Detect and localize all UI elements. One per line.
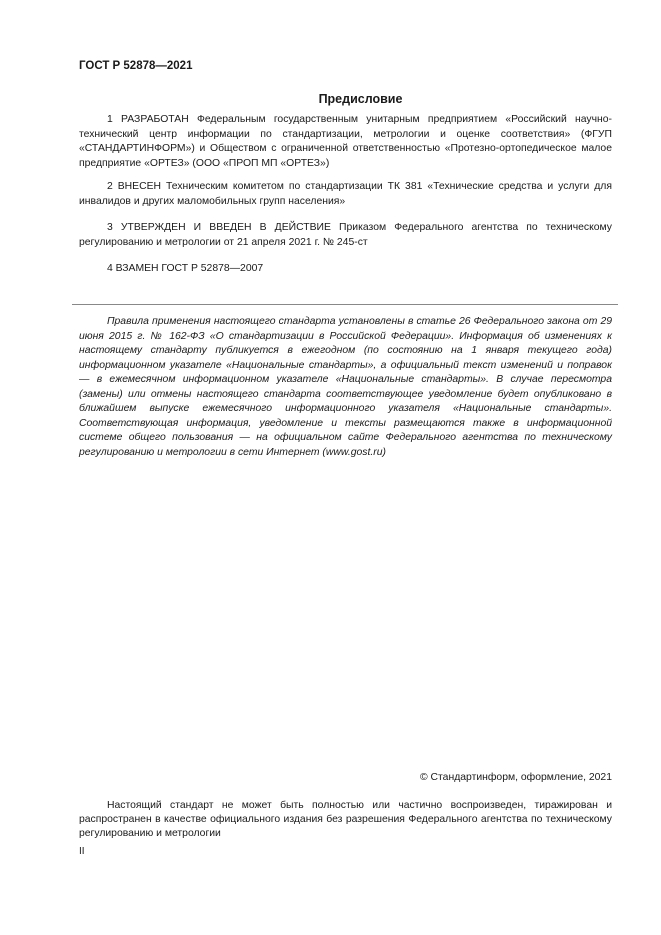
preface-title (79, 92, 612, 106)
preface-item-2: 2 ВНЕСЕН Техническим комитетом по стандартизации ТК 381 «Технические средства и услуги для инвалидов и других маломобильных групп населения» (79, 181, 612, 207)
preface-item-4: 4 ВЗАМЕН ГОСТ Р 52878—2007 (107, 263, 264, 274)
preface-item-3: 3 УТВЕРЖДЕН И ВВЕДЕН В ДЕЙСТВИЕ Приказом Федерального агентства по техническому регулированию и метрологии от 21 апреля 2021 г. № 245-ст (79, 222, 612, 248)
reproduction-notice: Настоящий стандарт не может быть полностью или частично воспроизведен, тиражирован и распространен в качестве официального издания без разрешения Федерального агентства по техническому регулированию и метрологии (79, 800, 612, 839)
preface-title-text: Предисловие (318, 92, 403, 106)
document-code: ГОСТ Р 52878—2021 (79, 60, 193, 72)
standard-application-notice: Правила применения настоящего стандарта установлены в статье 26 Федерального закона от 29 июня 2015 г. № 162-ФЗ «О стандартизации в Российской Федерации». Информация об изменениях к настоящему стандарту публикуется в ежегодном (по состоянию на 1 января текущего года) информационном указателе «Национальные стандарты», а официальный текст изменений и поправок — в ежемесячном информационном указателе «Национальные стандарты». В случае пересмотра (замены) или отмены настоящего стандарта соответствующее уведомление будет опубликовано в ближайшем выпуске ежемесячного информационного указателя «Национальные стандарты». Соответствующая информация, уведомление и тексты размещаются также в информационной системе общего пользования — на официальном сайте Федерального агентства по техническому регулированию и метрологии в сети Интернет (www.gost.ru) (79, 316, 612, 458)
preface-item-1: 1 РАЗРАБОТАН Федеральным государственным унитарным предприятием «Российский научно-технический центр информации по стандартизации, метрологии и оценке соответствия» (ФГУП «СТАНДАРТИНФОРМ») и Обществом с ограниченной ответственностью «Протезно-ортопедическое малое предприятие «ОРТЕЗ» (ООО «ПРОП МП «ОРТЕЗ») (79, 114, 612, 169)
page-number: II (79, 846, 85, 857)
copyright-line: © Стандартинформ, оформление, 2021 (419, 772, 612, 783)
notice-divider (72, 304, 618, 305)
